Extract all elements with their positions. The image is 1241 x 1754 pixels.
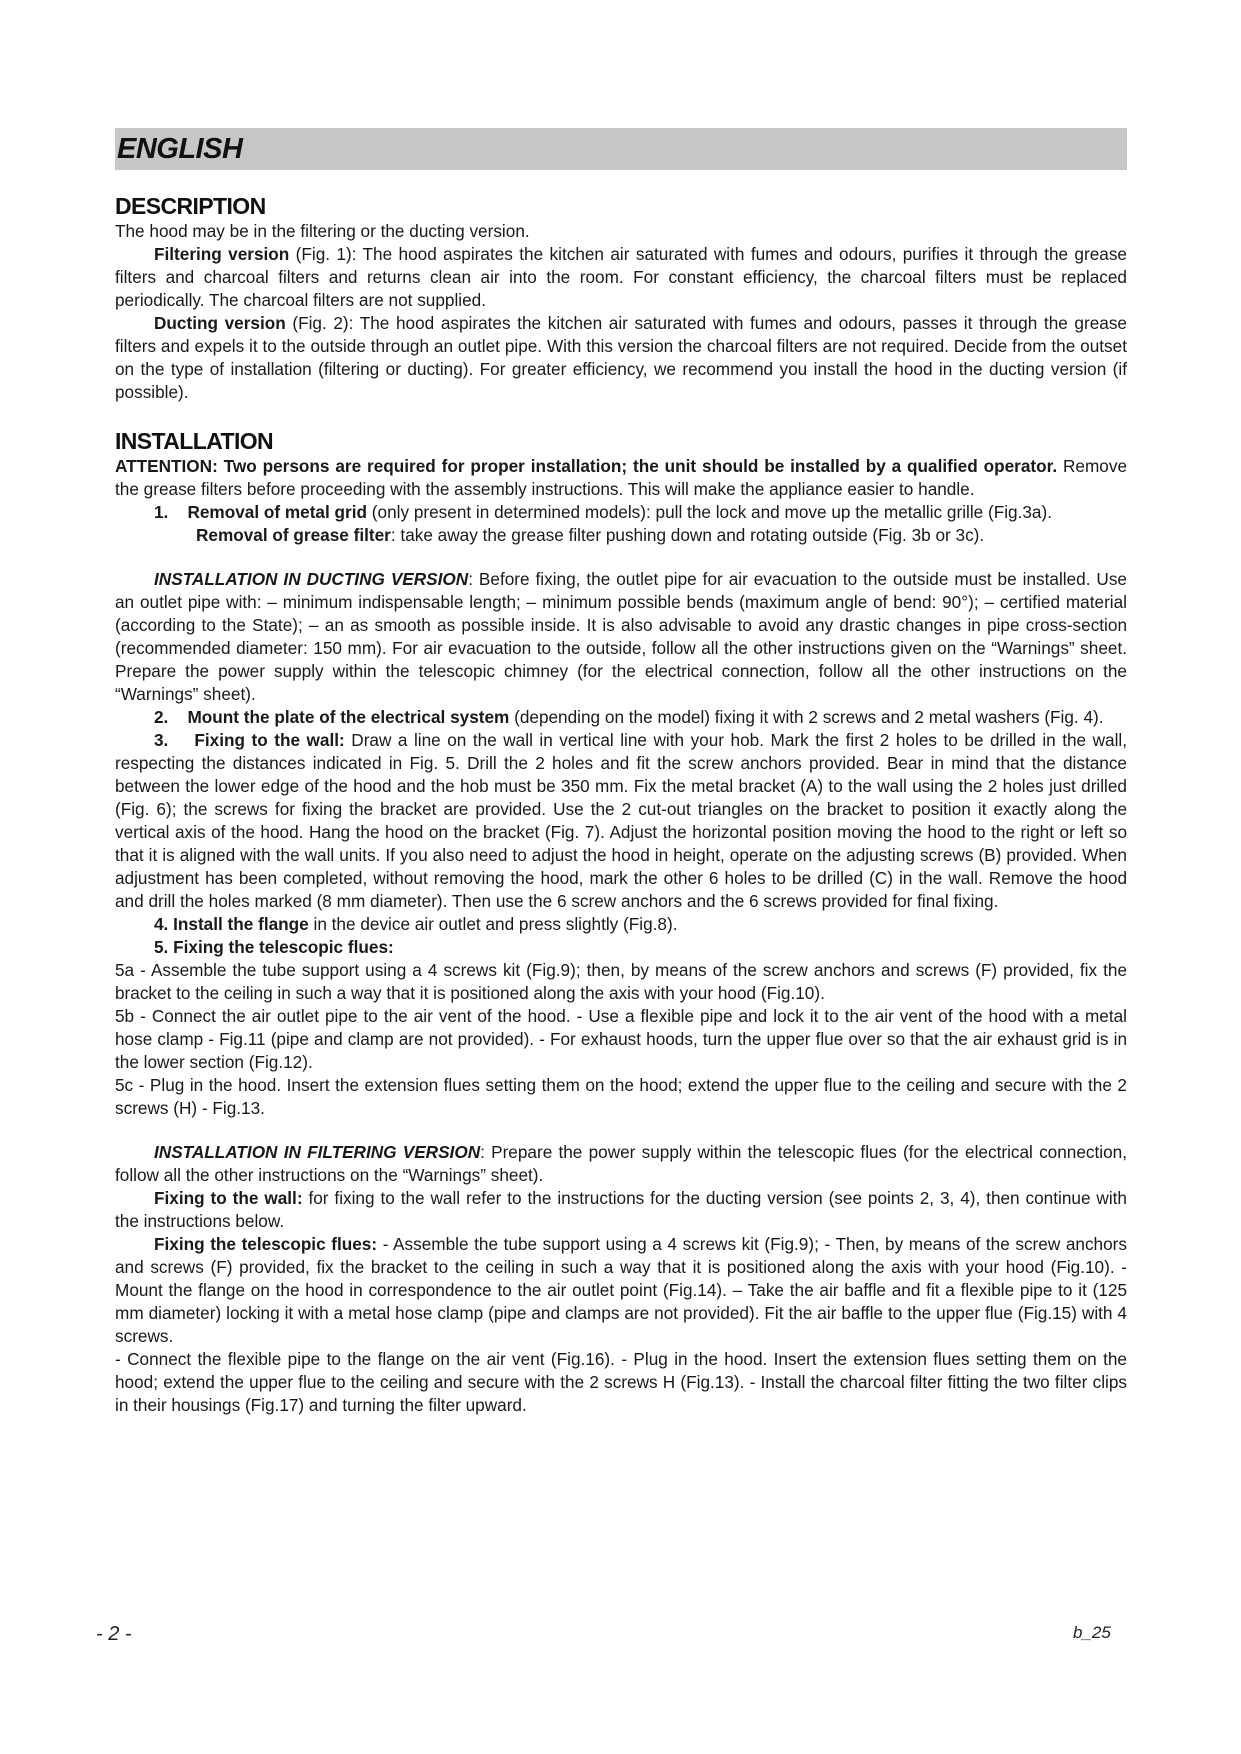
- filtering-installation-label: INSTALLATION IN FILTERING VERSION: [154, 1142, 481, 1162]
- ducting-version-paragraph: [115, 312, 1127, 404]
- step-3-label: Fixing to the wall:: [194, 730, 345, 750]
- page-content: [115, 128, 1127, 1417]
- final-instructions-paragraph: - Connect the flexible pipe to the flange on the air vent (Fig.16). - Plug in the hood. Insert the extension flues setting them on the hood; extend the upper flue to the ceiling and secure with the 2 screws H (Fig.13). - Install the charcoal filter fitting the two filter clips in their housings (Fig.17) and turning the filter upward.: [115, 1349, 1127, 1415]
- step-4-paragraph: [115, 913, 1127, 936]
- attention-label: ATTENTION: Two persons are required for proper installation; the unit should be installed by a qualified operator.: [115, 456, 1058, 476]
- step-5a-paragraph: 5a - Assemble the tube support using a 4 screws kit (Fig.9); then, by means of the screw anchors and screws (F) provided, fix the bracket to the ceiling in such a way that it is positioned along the axis with your hood (Fig.10).: [115, 960, 1127, 1003]
- attention-paragraph: [115, 455, 1127, 501]
- ducting-installation-paragraph: [115, 568, 1127, 706]
- language-header-bar: [115, 128, 1127, 170]
- filtering-version-label: Filtering version: [154, 244, 290, 264]
- fixing-wall-paragraph: [115, 1187, 1127, 1233]
- step-5-label: 5. Fixing the telescopic flues:: [154, 937, 394, 957]
- language-title: ENGLISH: [117, 132, 243, 165]
- step-2-text: (depending on the model) fixing it with 2 screws and 2 metal washers (Fig. 4).: [509, 707, 1104, 727]
- step-5c-paragraph: 5c - Plug in the hood. Insert the extension flues setting them on the hood; extend the upper flue to the ceiling and secure with the 2 screws (H) - Fig.13.: [115, 1075, 1127, 1118]
- page-number: - 2 -: [96, 1623, 132, 1645]
- description-intro: The hood may be in the filtering or the ducting version.: [115, 221, 530, 241]
- ducting-version-text: (Fig. 2): The hood aspirates the kitchen air saturated with fumes and odours, passes it through the grease filters and expels it to the outside through an outlet pipe. With this version the charcoal filters are not required. Decide from the outset on the type of installation (filtering or ducting). For greater efficiency, we recommend you install the hood in the ducting version (if possible).: [115, 313, 1127, 402]
- step-3-text: Draw a line on the wall in vertical line with your hob. Mark the first 2 holes to be drilled in the wall, respecting the distances indicated in Fig. 5. Drill the 2 holes and fit the screw anchors provided. Bear in mind that the distance between the lower edge of the hood and the hob must be 350 mm. Fix the metal bracket (A) to the wall using the 2 holes just drilled (Fig. 6); the screws for fixing the bracket are provided. Use the 2 cut-out triangles on the bracket to position it exactly along the vertical axis of the hood. Hang the hood on the bracket (Fig. 7). Adjust the horizontal position moving the hood to the right or left so that it is aligned with the wall units. If you also need to adjust the hood in height, operate on the adjusting screws (B) provided. When adjustment has been completed, without removing the hood, mark the other 6 holes to be drilled (C) in the wall. Remove the hood and drill the holes marked (8 mm diameter). Then use the 6 screw anchors and the 6 screws provided for final fixing.: [115, 730, 1128, 911]
- document-code: b_25: [1073, 1623, 1111, 1642]
- step-1-text: (only present in determined models): pull the lock and move up the metallic grille (Fig.3a).: [367, 502, 1052, 522]
- step-1b-paragraph: [115, 524, 1127, 547]
- step-5-heading: [115, 936, 1127, 959]
- step-5b-paragraph: 5b - Connect the air outlet pipe to the air vent of the hood. - Use a flexible pipe and lock it to the air vent of the hood with a metal hose clamp - Fig.11 (pipe and clamp are not provided). - For exhaust hoods, turn the upper flue over so that the air exhaust grid is in the lower section (Fig.12).: [115, 1006, 1127, 1072]
- filtering-version-paragraph: [115, 243, 1127, 312]
- step-3-paragraph: [115, 729, 1127, 913]
- fixing-flues-paragraph: [115, 1233, 1127, 1348]
- fixing-flues-label: Fixing the telescopic flues:: [154, 1234, 378, 1254]
- filtering-installation-paragraph: [115, 1141, 1127, 1187]
- step-4-label: 4. Install the flange: [154, 914, 309, 934]
- description-heading: DESCRIPTION: [115, 193, 266, 219]
- step-4-text: in the device air outlet and press slightly (Fig.8).: [308, 914, 678, 934]
- description-section: [115, 220, 1127, 404]
- ducting-version-label: Ducting version: [154, 313, 286, 333]
- attention-text: Remove the grease filters before proceeding with the assembly instructions. This will make the appliance easier to handle.: [115, 456, 1128, 499]
- installation-section: [115, 455, 1127, 1417]
- filtering-installation-text: : Prepare the power supply within the telescopic flues (for the electrical connection, follow all the other instructions on the “Warnings” sheet).: [115, 1142, 1127, 1185]
- ducting-installation-text: : Before fixing, the outlet pipe for air evacuation to the outside must be installed. Use an outlet pipe with: – minimum indispensable length; – minimum possible bends (maximum angle of bend: 90°); – certified material (according to the State); – an as smooth as possible inside. It is also advisable to avoid any drastic changes in pipe cross-section (recommended diameter: 150 mm). For air evacuation to the outside, follow all the other instructions given on the “Warnings” sheet. Prepare the power supply within the telescopic chimney (for the electrical connection, follow all the other instructions on the “Warnings” sheet).: [115, 569, 1127, 704]
- step-1-label: Removal of metal grid: [187, 502, 368, 522]
- step-1-number: 1.: [154, 502, 169, 522]
- step-2-paragraph: [115, 706, 1127, 729]
- fixing-wall-label: Fixing to the wall:: [154, 1188, 303, 1208]
- fixing-wall-text: for fixing to the wall refer to the instructions for the ducting version (see points 2, 3, 4), then continue with the instructions below.: [115, 1188, 1127, 1231]
- step-1b-label: Removal of grease filter: [196, 525, 391, 545]
- fixing-flues-text: - Assemble the tube support using a 4 screws kit (Fig.9); - Then, by means of the screw anchors and screws (F) provided, fix the bracket to the ceiling in such a way that it is positioned along the axis with your hood (Fig.10). - Mount the flange on the hood in correspondence to the air outlet point (Fig.14). – Take the air baffle and fit a flexible pipe to it (125 mm diameter) locking it with a metal hose clamp (pipe and clamps are not provided). Fit the air baffle to the upper flue (Fig.15) with 4 screws.: [115, 1234, 1127, 1346]
- step-2-number: 2.: [154, 707, 169, 727]
- installation-heading: INSTALLATION: [115, 428, 274, 454]
- filtering-version-text: (Fig. 1): The hood aspirates the kitchen air saturated with fumes and odours, purifies it through the grease filters and charcoal filters and returns clean air into the room. For constant efficiency, the charcoal filters must be replaced periodically. The charcoal filters are not supplied.: [115, 244, 1127, 310]
- ducting-installation-label: INSTALLATION IN DUCTING VERSION: [154, 569, 469, 589]
- step-1b-text: : take away the grease filter pushing down and rotating outside (Fig. 3b or 3c).: [390, 525, 985, 545]
- step-2-label: Mount the plate of the electrical system: [187, 707, 510, 727]
- step-3-number: 3.: [154, 730, 169, 750]
- step-1-paragraph: [115, 501, 1127, 524]
